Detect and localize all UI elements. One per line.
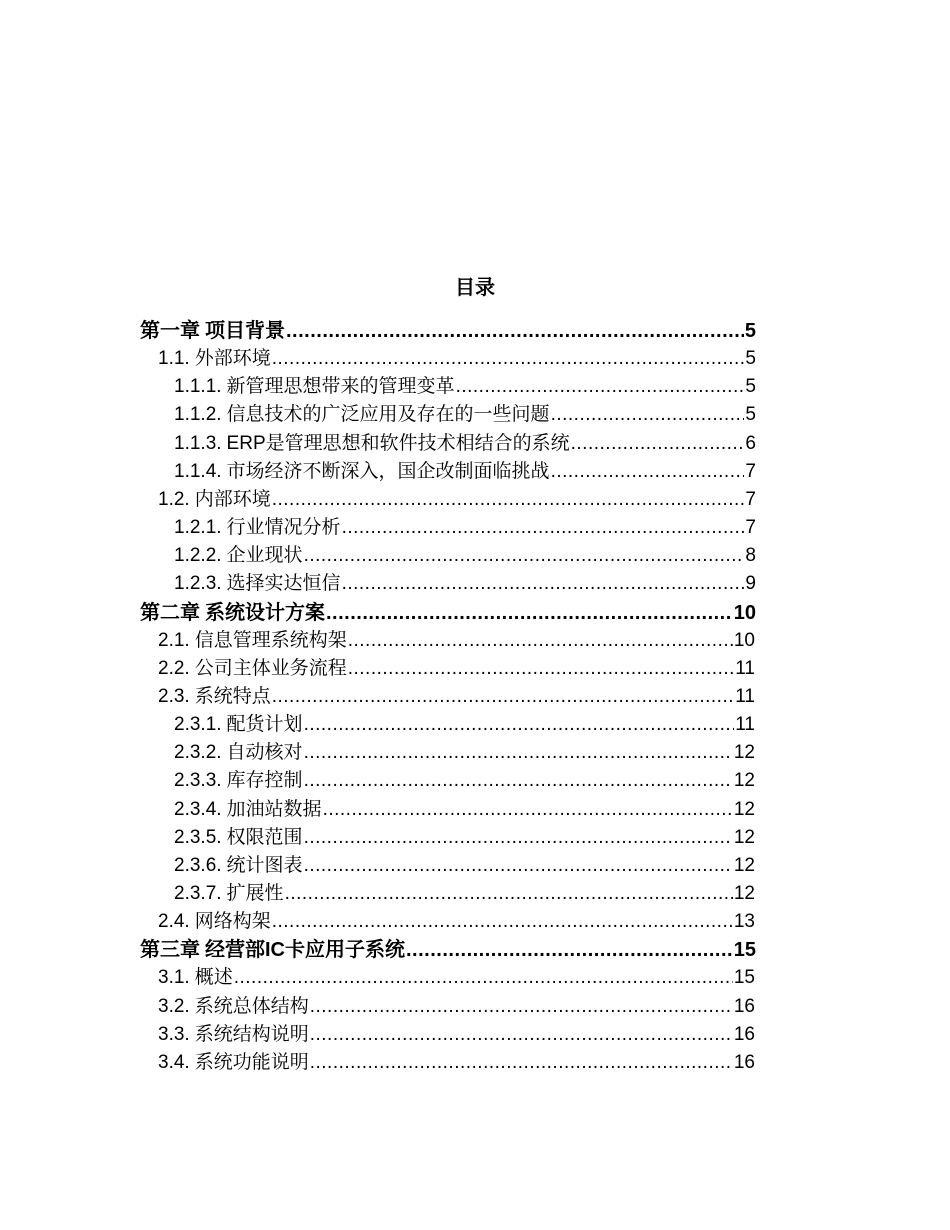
toc-dot-leader <box>348 655 735 683</box>
toc-page-number: 10 <box>733 629 755 651</box>
toc-entry-label: 加油站数据 <box>226 798 322 820</box>
toc-chapter[interactable] <box>140 317 756 345</box>
toc-entry-label: 扩展性 <box>226 883 284 904</box>
toc-page-number: 5 <box>745 348 756 370</box>
toc-page-number: 7 <box>745 460 756 482</box>
toc-entry-number: 2.4. <box>158 911 190 933</box>
toc-entry-label: 系统结构说明 <box>194 1023 309 1045</box>
toc-entry[interactable] <box>158 993 755 1021</box>
toc-dot-leader <box>234 964 733 992</box>
toc-entry[interactable] <box>158 683 755 711</box>
toc-page-number: 5 <box>745 376 756 398</box>
toc-dot-leader <box>342 514 745 542</box>
toc-entry[interactable] <box>174 373 756 401</box>
toc-dot-leader <box>348 627 733 655</box>
toc-entry-number: 第二章 <box>140 601 200 624</box>
toc-entry-label: 信息技术的广泛应用及存在的一些问题 <box>226 404 550 426</box>
toc-entry-number: 1.2.1. <box>174 517 222 539</box>
toc-page-number: 6 <box>745 432 756 454</box>
toc-entry-number: 2.3.7. <box>174 883 222 904</box>
toc-page-number: 7 <box>745 517 756 539</box>
toc-entry[interactable] <box>174 458 756 486</box>
toc-entry[interactable] <box>158 655 755 683</box>
toc-page-number: 11 <box>735 657 755 679</box>
toc-chapter[interactable] <box>140 599 756 627</box>
toc-entry[interactable] <box>174 796 755 824</box>
toc-entry[interactable] <box>174 430 756 458</box>
toc-entry-number: 2.3.5. <box>174 826 222 848</box>
toc-entry-label: 统计图表 <box>226 854 303 876</box>
toc-entry-label: 配货计划 <box>226 714 303 736</box>
toc-entry-number: 3.1. <box>158 967 190 989</box>
toc-page-number: 12 <box>733 742 755 764</box>
toc-dot-leader <box>310 993 733 1021</box>
toc-entry-number: 1.2. <box>158 488 190 510</box>
toc-entry-number: 3.2. <box>158 995 190 1017</box>
toc-entry[interactable] <box>158 345 756 373</box>
toc-entry-label: 行业情况分析 <box>226 517 341 539</box>
toc-entry-number: 1.1.4. <box>174 460 222 482</box>
toc-entry-label: 选择实达恒信 <box>226 573 341 595</box>
toc-dot-leader <box>286 317 744 345</box>
toc-title: 目录 <box>455 277 495 299</box>
toc-entry-number: 1.2.3. <box>174 573 222 595</box>
toc-entry-label: 企业现状 <box>226 545 303 567</box>
toc-page-number: 12 <box>733 798 755 820</box>
toc-entry[interactable] <box>174 711 755 739</box>
toc-page-number: 12 <box>733 826 755 848</box>
toc-entry-number: 1.1.2. <box>174 404 222 426</box>
toc-entry-label: 库存控制 <box>226 770 303 792</box>
toc-dot-leader <box>310 1049 733 1077</box>
toc-page-number: 10 <box>733 601 756 624</box>
toc-entry[interactable] <box>158 1049 755 1077</box>
toc-entry[interactable] <box>158 486 756 514</box>
toc-page-number: 12 <box>733 883 755 904</box>
toc-dot-leader <box>272 683 735 711</box>
toc-entry-label: 市场经济不断深入，国企改制面临挑战 <box>226 460 550 482</box>
toc-dot-leader <box>551 458 745 486</box>
toc-dot-leader <box>304 739 733 767</box>
toc-entry-number: 2.1. <box>158 629 190 651</box>
toc-dot-leader <box>326 599 733 627</box>
toc-entry[interactable] <box>158 627 755 655</box>
toc-dot-leader <box>323 796 733 824</box>
toc-entry-label: 权限范围 <box>226 826 303 848</box>
toc-dot-leader <box>304 824 733 852</box>
toc-entry[interactable] <box>158 908 755 936</box>
toc-entry-label: 信息管理系统构架 <box>194 629 347 651</box>
toc-entry-label: 经营部IC卡应用子系统 <box>205 939 405 962</box>
toc-page-number: 9 <box>745 573 756 595</box>
toc-dot-leader <box>456 373 745 401</box>
toc-entry-number: 1.2.2. <box>174 545 222 567</box>
toc-dot-leader <box>272 908 733 936</box>
toc-entry-label: 系统设计方案 <box>205 601 325 624</box>
toc-chapter[interactable] <box>140 936 756 964</box>
toc-dot-leader <box>571 430 745 458</box>
toc-entry[interactable] <box>174 739 755 767</box>
toc-dot-leader <box>406 936 733 964</box>
toc-entry[interactable] <box>174 514 756 542</box>
toc-dot-leader <box>551 401 745 429</box>
toc-entry-number: 1.1.3. <box>174 432 222 454</box>
toc-entry[interactable] <box>174 880 755 908</box>
toc-entry-number: 第三章 <box>140 939 200 962</box>
toc-entry[interactable] <box>158 964 755 992</box>
toc-dot-leader <box>285 880 733 908</box>
toc-dot-leader <box>304 852 733 880</box>
toc-entry[interactable] <box>174 401 756 429</box>
toc-entry-label: 系统总体结构 <box>194 995 309 1017</box>
toc-page-number: 16 <box>733 1023 755 1045</box>
toc-entry-number: 2.3.6. <box>174 854 222 876</box>
toc-page-number: 16 <box>733 1051 755 1073</box>
toc-entry[interactable] <box>174 542 756 570</box>
toc-entry[interactable] <box>174 767 755 795</box>
toc-entry-number: 2.2. <box>158 657 190 679</box>
toc-entry-label: 自动核对 <box>226 742 303 764</box>
toc-entry-number: 2.3.4. <box>174 798 222 820</box>
toc-entry-number: 1.1. <box>158 348 190 370</box>
toc-page-number: 11 <box>735 714 755 736</box>
toc-page-number: 16 <box>733 995 755 1017</box>
toc-entry-label: 系统特点 <box>194 685 271 707</box>
toc-entry-label: 网络构架 <box>194 911 271 933</box>
toc-entry-number: 2.3.1. <box>174 714 222 736</box>
toc-entry[interactable] <box>174 852 755 880</box>
toc-entry-label: 系统功能说明 <box>194 1051 309 1073</box>
toc-entry-number: 2.3.3. <box>174 770 222 792</box>
toc-entry-number: 3.4. <box>158 1051 190 1073</box>
toc-page-number: 11 <box>735 685 755 707</box>
toc-entry-number: 1.1.1. <box>174 376 222 398</box>
toc-entry-number: 2.3. <box>158 685 190 707</box>
toc-dot-leader <box>304 542 745 570</box>
toc-page-number: 15 <box>733 967 755 989</box>
toc-page-number: 5 <box>744 320 756 342</box>
toc-page-number: 15 <box>733 939 756 962</box>
toc-entry-label: 项目背景 <box>205 320 285 342</box>
toc-entry-label: 外部环境 <box>194 348 271 370</box>
toc-entry[interactable] <box>158 1021 755 1049</box>
toc-entry[interactable] <box>174 570 756 598</box>
toc-entry[interactable] <box>174 824 755 852</box>
toc-entry-number: 第一章 <box>140 320 200 342</box>
toc-page-number: 8 <box>745 545 756 567</box>
toc-entry-label: 公司主体业务流程 <box>194 657 347 679</box>
toc-page-number: 12 <box>733 770 755 792</box>
toc-dot-leader <box>272 345 745 373</box>
toc-page-number: 5 <box>745 404 756 426</box>
toc-entry-label: 内部环境 <box>194 488 271 510</box>
toc-dot-leader <box>304 767 733 795</box>
toc-dot-leader <box>342 570 745 598</box>
toc-page-number: 12 <box>733 854 755 876</box>
toc-page-number: 7 <box>745 488 756 510</box>
toc-entry-number: 3.3. <box>158 1023 190 1045</box>
toc-page-number: 13 <box>733 911 755 933</box>
toc-entry-label: ERP是管理思想和软件技术相结合的系统 <box>226 432 570 454</box>
toc-entry-number: 2.3.2. <box>174 742 222 764</box>
toc-entry-label: 新管理思想带来的管理变革 <box>226 376 455 398</box>
toc-dot-leader <box>304 711 735 739</box>
toc-dot-leader <box>272 486 745 514</box>
toc-entry-label: 概述 <box>194 967 233 989</box>
toc-dot-leader <box>310 1021 733 1049</box>
